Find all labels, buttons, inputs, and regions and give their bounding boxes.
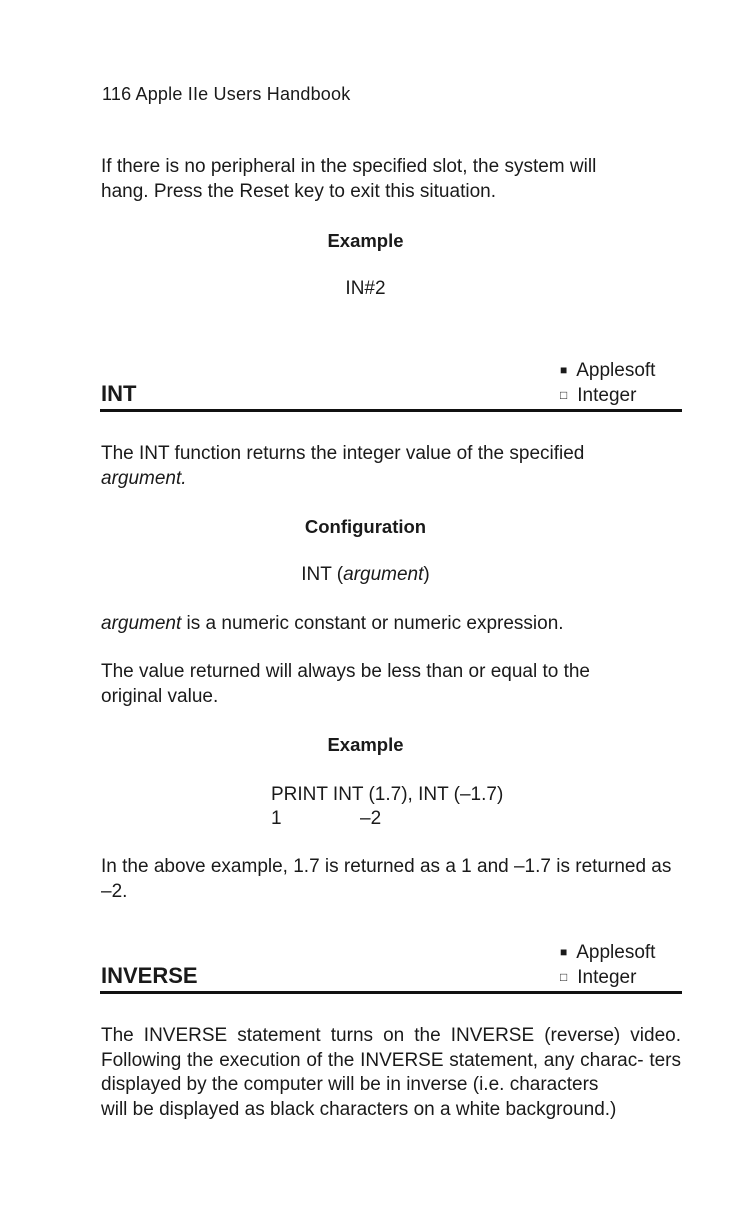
int-argument-rest: is a numeric constant or numeric expression. [181, 613, 564, 634]
int-description [101, 442, 681, 491]
inverse-description-line1: The INVERSE statement turns on the INVERSE (reverse) video. [101, 1025, 681, 1046]
int-tag-applesoft-label: Applesoft [576, 360, 656, 381]
inverse-description-line3: ters displayed by the computer will be in inverse (i.e. characters [101, 1049, 682, 1095]
inverse-description-line4: will be displayed as black characters on a white background.) [101, 1098, 617, 1120]
inverse-section-rule [100, 991, 682, 994]
filled-square-icon: ■ [560, 363, 568, 377]
int-example-note-line1: In the above example, 1.7 is returned as a 1 and –1.7 is returned as [101, 856, 672, 877]
inverse-tag-applesoft-label: Applesoft [576, 942, 656, 963]
int-config-syntax [0, 564, 731, 586]
filled-square-icon: ■ [560, 945, 568, 959]
inverse-description [101, 1024, 681, 1122]
int-example-output-2: –2 [360, 808, 382, 829]
int-config-arg: argument [343, 564, 424, 585]
page-header: 116 Apple IIe Users Handbook [102, 84, 351, 104]
int-argument-definition [101, 612, 681, 637]
int-value-paragraph [101, 660, 681, 709]
inverse-description-line2: Following the execution of the INVERSE statement, any charac- [101, 1049, 644, 1071]
inverse-tag-integer [560, 965, 636, 991]
int-value-line2: original value. [101, 685, 219, 707]
int-description-line1: The INT function returns the integer value of the specified [101, 443, 585, 464]
in-example-label: Example [327, 230, 404, 251]
int-example-label: Example [327, 734, 404, 755]
int-example-note-line2: –2. [101, 880, 128, 902]
in-paragraph-line1: If there is no peripheral in the specified slot, the system will [101, 156, 597, 177]
empty-square-icon: □ [560, 388, 568, 402]
int-tag-integer-label: Integer [577, 385, 637, 406]
int-tag-integer [560, 383, 636, 409]
int-section-title: INT [101, 381, 137, 406]
inverse-tag-applesoft [560, 940, 655, 966]
int-value-line1: The value returned will always be less than or equal to the [101, 661, 590, 682]
int-argument-term: argument [101, 613, 182, 634]
int-example-code: PRINT INT (1.7), INT (–1.7) [271, 784, 504, 805]
int-config-suffix: ) [423, 564, 430, 585]
int-description-argument: argument. [101, 467, 187, 489]
int-tag-applesoft [560, 358, 655, 384]
int-example-output-1: 1 [271, 808, 282, 829]
in-example-code: IN#2 [345, 278, 386, 299]
int-section-rule [100, 409, 682, 412]
inverse-tag-integer-label: Integer [577, 967, 637, 988]
in-paragraph-line2: hang. Press the Reset key to exit this situation. [101, 180, 496, 202]
in-paragraph [101, 155, 681, 204]
int-config-prefix: INT ( [301, 564, 344, 585]
int-config-label: Configuration [304, 516, 427, 537]
inverse-section-title: INVERSE [101, 963, 198, 988]
empty-square-icon: □ [560, 970, 568, 984]
int-example-note [101, 855, 681, 904]
